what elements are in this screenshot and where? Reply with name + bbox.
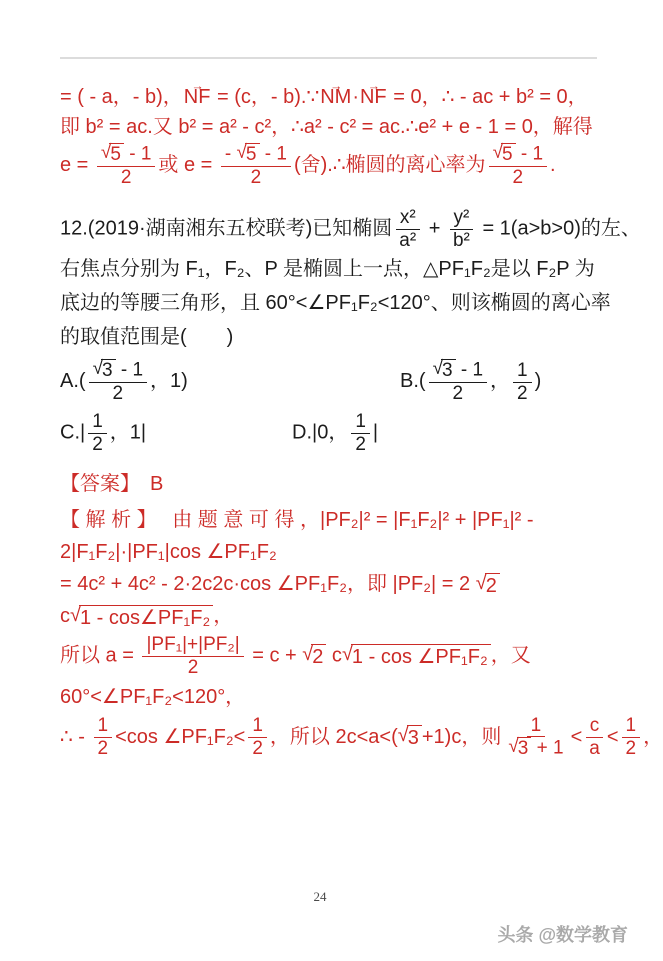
answer-line: 【答案】 B bbox=[60, 472, 164, 495]
problem-line-3: 底边的等腰三角形，且 60°<∠PF₁F₂<120°、则该椭圆的离心率 bbox=[60, 292, 611, 315]
analysis-line-2: 2|F₁F₂|·|PF₁|cos ∠PF₁F₂ bbox=[60, 540, 277, 563]
solution-line-3: e = √ 5 - 1 2 或 e = - √ 5 - 1 2 (舍).∴椭圆的离心率为 √ 5 - 1 2 . bbox=[60, 142, 556, 188]
analysis-line-5: 所以 a = $\frac{\text{|PF₁|+|PF₂|}}{2}$ = c + √ 2 c √ 1 - cos ∠PF₁F₂ ，又 bbox=[60, 633, 531, 678]
top-divider bbox=[60, 57, 597, 59]
options-row-1 bbox=[60, 358, 600, 406]
document-page bbox=[0, 57, 663, 945]
solution-line-1: = ( - a，- b)，→ NF = (c，- b).∵→ NM·→ NF = 0，∴ - ac + b² = 0， bbox=[60, 81, 600, 112]
analysis-section bbox=[60, 505, 663, 761]
solution-line-2: 即 b² = ac.又 b² = a² - c²，∴a² - c² = ac.∴e² + e - 1 = 0，解得 bbox=[60, 116, 593, 138]
problem-line-2: 右焦点分别为 F₁，F₂、P 是椭圆上一点，△PF₁F₂是以 F₂P 为 bbox=[60, 258, 595, 281]
analysis-line-7: ∴ - $\frac{1}{2}$ <cos ∠PF₁F₂< $\frac{1}{2}$ ，所以 2c<a<( √ 3 +1)c，则 1 √ 3 + 1 < $\frac{c}{a}$ < $\frac{1}{2}$ ， bbox=[60, 714, 663, 760]
option-c: C.| $\frac{1}{2}$ ，1| bbox=[60, 411, 147, 455]
problem-line-4: 的取值范围是( ) bbox=[60, 326, 234, 349]
analysis-line-3: = 4c² + 4c² - 2·2c2c·cos ∠PF₁F₂，即 |PF₂| = 2 √ 2 bbox=[60, 569, 600, 599]
page-content bbox=[0, 81, 663, 761]
analysis-line-1: 【 解 析 】 由 题 意 可 得 ，|PF₂|² = |F₁F₂|² + |PF₁|² - bbox=[60, 508, 534, 531]
solution-11-tail bbox=[60, 81, 600, 190]
page-number: 24 bbox=[313, 889, 327, 904]
option-b: B.( √ 3 - 1 2 ， $\frac{1}{2}$ ) bbox=[400, 358, 542, 405]
analysis-line-4: c √ 1 - cos∠PF₁F₂ ， bbox=[60, 603, 234, 629]
option-d: D.|0， $\frac{1}{2}$ | bbox=[292, 411, 379, 455]
option-a: A.( √ 3 - 1 2 ，1) bbox=[60, 358, 188, 405]
options-row-2 bbox=[60, 410, 600, 457]
watermark: 头条 @数学教育 bbox=[497, 925, 628, 945]
analysis-line-6: 60°<∠PF₁F₂<120°， bbox=[60, 685, 246, 708]
problem-line-1: 12.(2019·湖南湘东五校联考)已知椭圆 $\frac{\text{x²}}{\text{a²}}$ + $\frac{\text{y²}}{\text{b²}}$ = 1(a>b>0)的左、 bbox=[60, 206, 641, 251]
problem-12 bbox=[60, 206, 641, 355]
